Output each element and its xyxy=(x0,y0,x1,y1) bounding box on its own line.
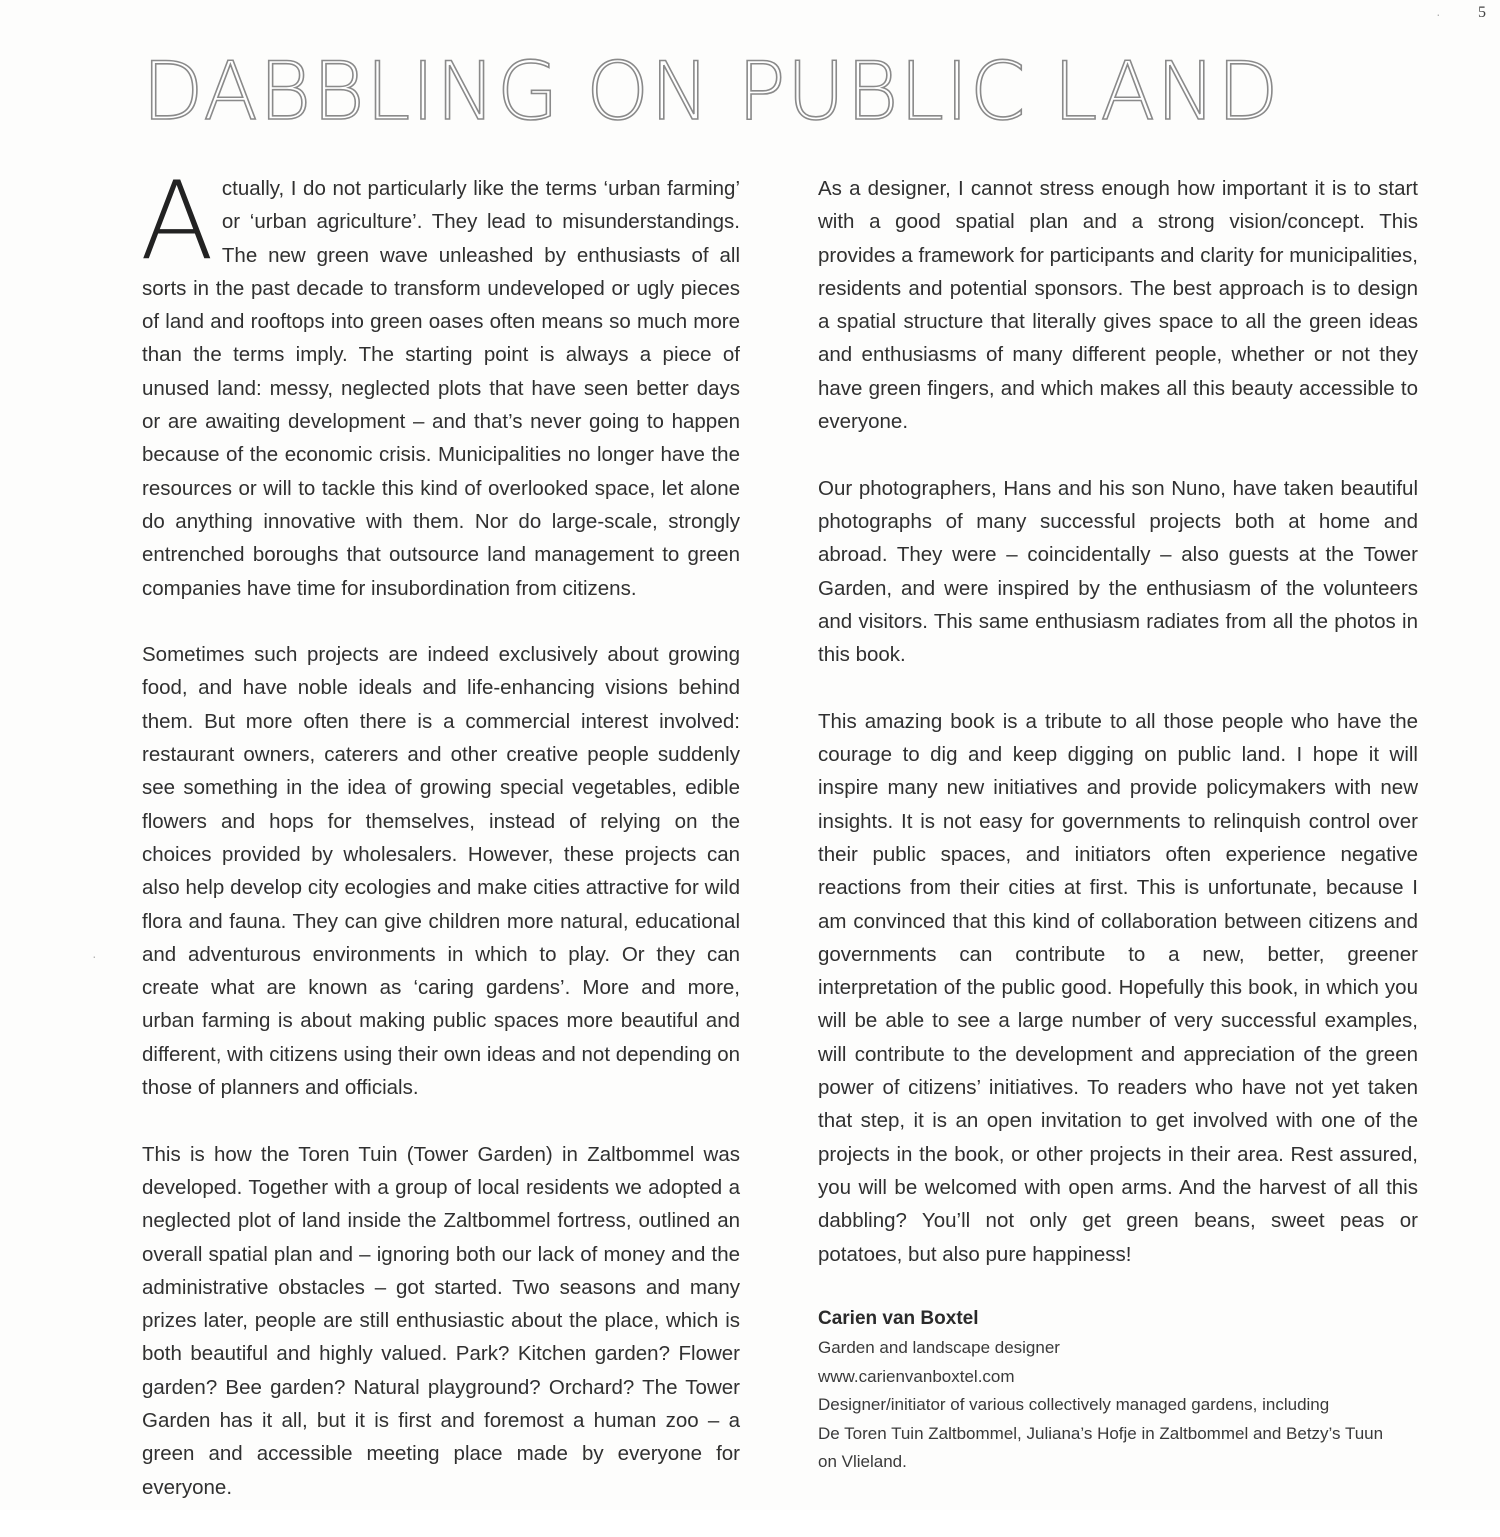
paragraph-intro xyxy=(140,159,740,605)
author-description-line-3: on Vlieland. xyxy=(818,1452,907,1472)
drop-cap: A xyxy=(140,159,214,284)
paragraph-tower-garden: This is how the Toren Tuin (Tower Garden) in Zaltbommel was developed. Together with a group of local residents we adopted a neglected plot of land inside the Zaltbommel fortress, outlined an overall spatial plan and – ignoring both our lack of money and the administrative obstacles – got started. Two seasons and many prizes later, people are still enthusiastic about the place, which is both beautiful and highly valued. Park? Kitchen garden? Flower garden? Bee garden? Natural playground? Orchard? The Tower Garden has it all, but it is first and foremost a human zoo – a green and accessible meeting place made by everyone for everyone. xyxy=(142,1142,740,1499)
right-column xyxy=(818,172,1418,1477)
paragraph-tribute: This amazing book is a tribute to all those people who have the courage to dig and keep digging on public land. I hope it will inspire many new initiatives and provide policymakers with new insights. It is not easy for governments to relinquish control over their public spaces, and initiators often experience negative reactions from their cities at first. This is unfortunate, because I am convinced that this kind of collaboration between citizens and governments can contribute to a new, better, greener interpretation of the public good. Hopefully this book, in which you will be able to see a large number of very successful examples, will contribute to the development and appreciation of the green power of citizens’ initiatives. To readers who have not yet taken that step, it is an open invitation to get involved with one of the projects in the book, or other projects in their area. Rest assured, you will be welcomed with open arms. And the harvest of all this dabbling? You’ll not only get green beans, sweet peas or potatoes, but also pure happiness! xyxy=(818,709,1418,1266)
author-signature xyxy=(818,1304,1418,1477)
author-role: Garden and landscape designer xyxy=(818,1338,1060,1358)
author-website: www.carienvanboxtel.com xyxy=(818,1366,1015,1386)
paragraph-intro-text: ctually, I do not particularly like the terms ‘urban farming’ or ‘urban agriculture’. They lead to misunderstandings. The new green wave unleashed by enthusiasts of all sorts in the past decade to transform undeveloped or ugly pieces of land and rooftops into green oases often means so much more than the terms imply. The starting point is always a piece of unused land: messy, neglected plots that have seen better days or are awaiting development – and that’s never going to happen because of the economic crisis. Municipalities no longer have the resources or will to tackle this kind of overlooked space, let alone do anything innovative with them. Nor do large-scale, strongly entrenched boroughs that outsource land management to green companies have time for insubordination from citizens. xyxy=(142,177,740,600)
paragraph-photographers: Our photographers, Hans and his son Nuno, have taken beautiful photographs of many successful projects both at home and abroad. They were – coincidentally – also guests at the Tower Garden, and were inspired by the enthusiasm of the volunteers and visitors. This same enthusiasm radiates from all the photos in this book. xyxy=(818,476,1418,667)
author-description-line-1: Designer/initiator of various collectively managed gardens, including xyxy=(818,1395,1330,1415)
paragraph-spatial-plan: As a designer, I cannot stress enough how important it is to start with a good spatial plan and a strong vision/concept. This provides a framework for participants and clarity for municipalities, residents and potential sponsors. The best approach is to design a spatial structure that literally gives space to all the green ideas and enthusiasms of many different people, whether or not they have green fingers, and which makes all this beauty accessible to everyone. xyxy=(818,177,1418,434)
author-name: Carien van Boxtel xyxy=(818,1308,979,1330)
scan-speck-mark: · xyxy=(92,948,97,964)
page-title: DABBLING ON PUBLIC LAND xyxy=(142,45,1280,138)
paragraph-food-projects: Sometimes such projects are indeed exclusively about growing food, and have noble ideals and life-enhancing visions behind them. But more often there is a commercial interest involved: restaurant owners, caterers and other creative people suddenly see something in the idea of growing special vegetables, edible flowers and hops for themselves, instead of relying on the choices provided by wholesalers. However, these projects can also help develop city ecologies and make cities attractive for wild flora and fauna. They can give children more natural, educational and adventurous environments in which to play. Or they can create what are known as ‘caring gardens’. More and more, urban farming is about making public spaces more beautiful and different, with citizens using their own ideas and not depending on those of planners and officials. xyxy=(142,643,740,1100)
scan-speck-mark: · xyxy=(1436,6,1441,22)
page-number: 5 xyxy=(1478,4,1486,21)
author-description-line-2: De Toren Tuin Zaltbommel, Juliana’s Hofje in Zaltbommel and Betzy’s Tuun xyxy=(818,1423,1384,1443)
left-column xyxy=(140,159,740,1537)
